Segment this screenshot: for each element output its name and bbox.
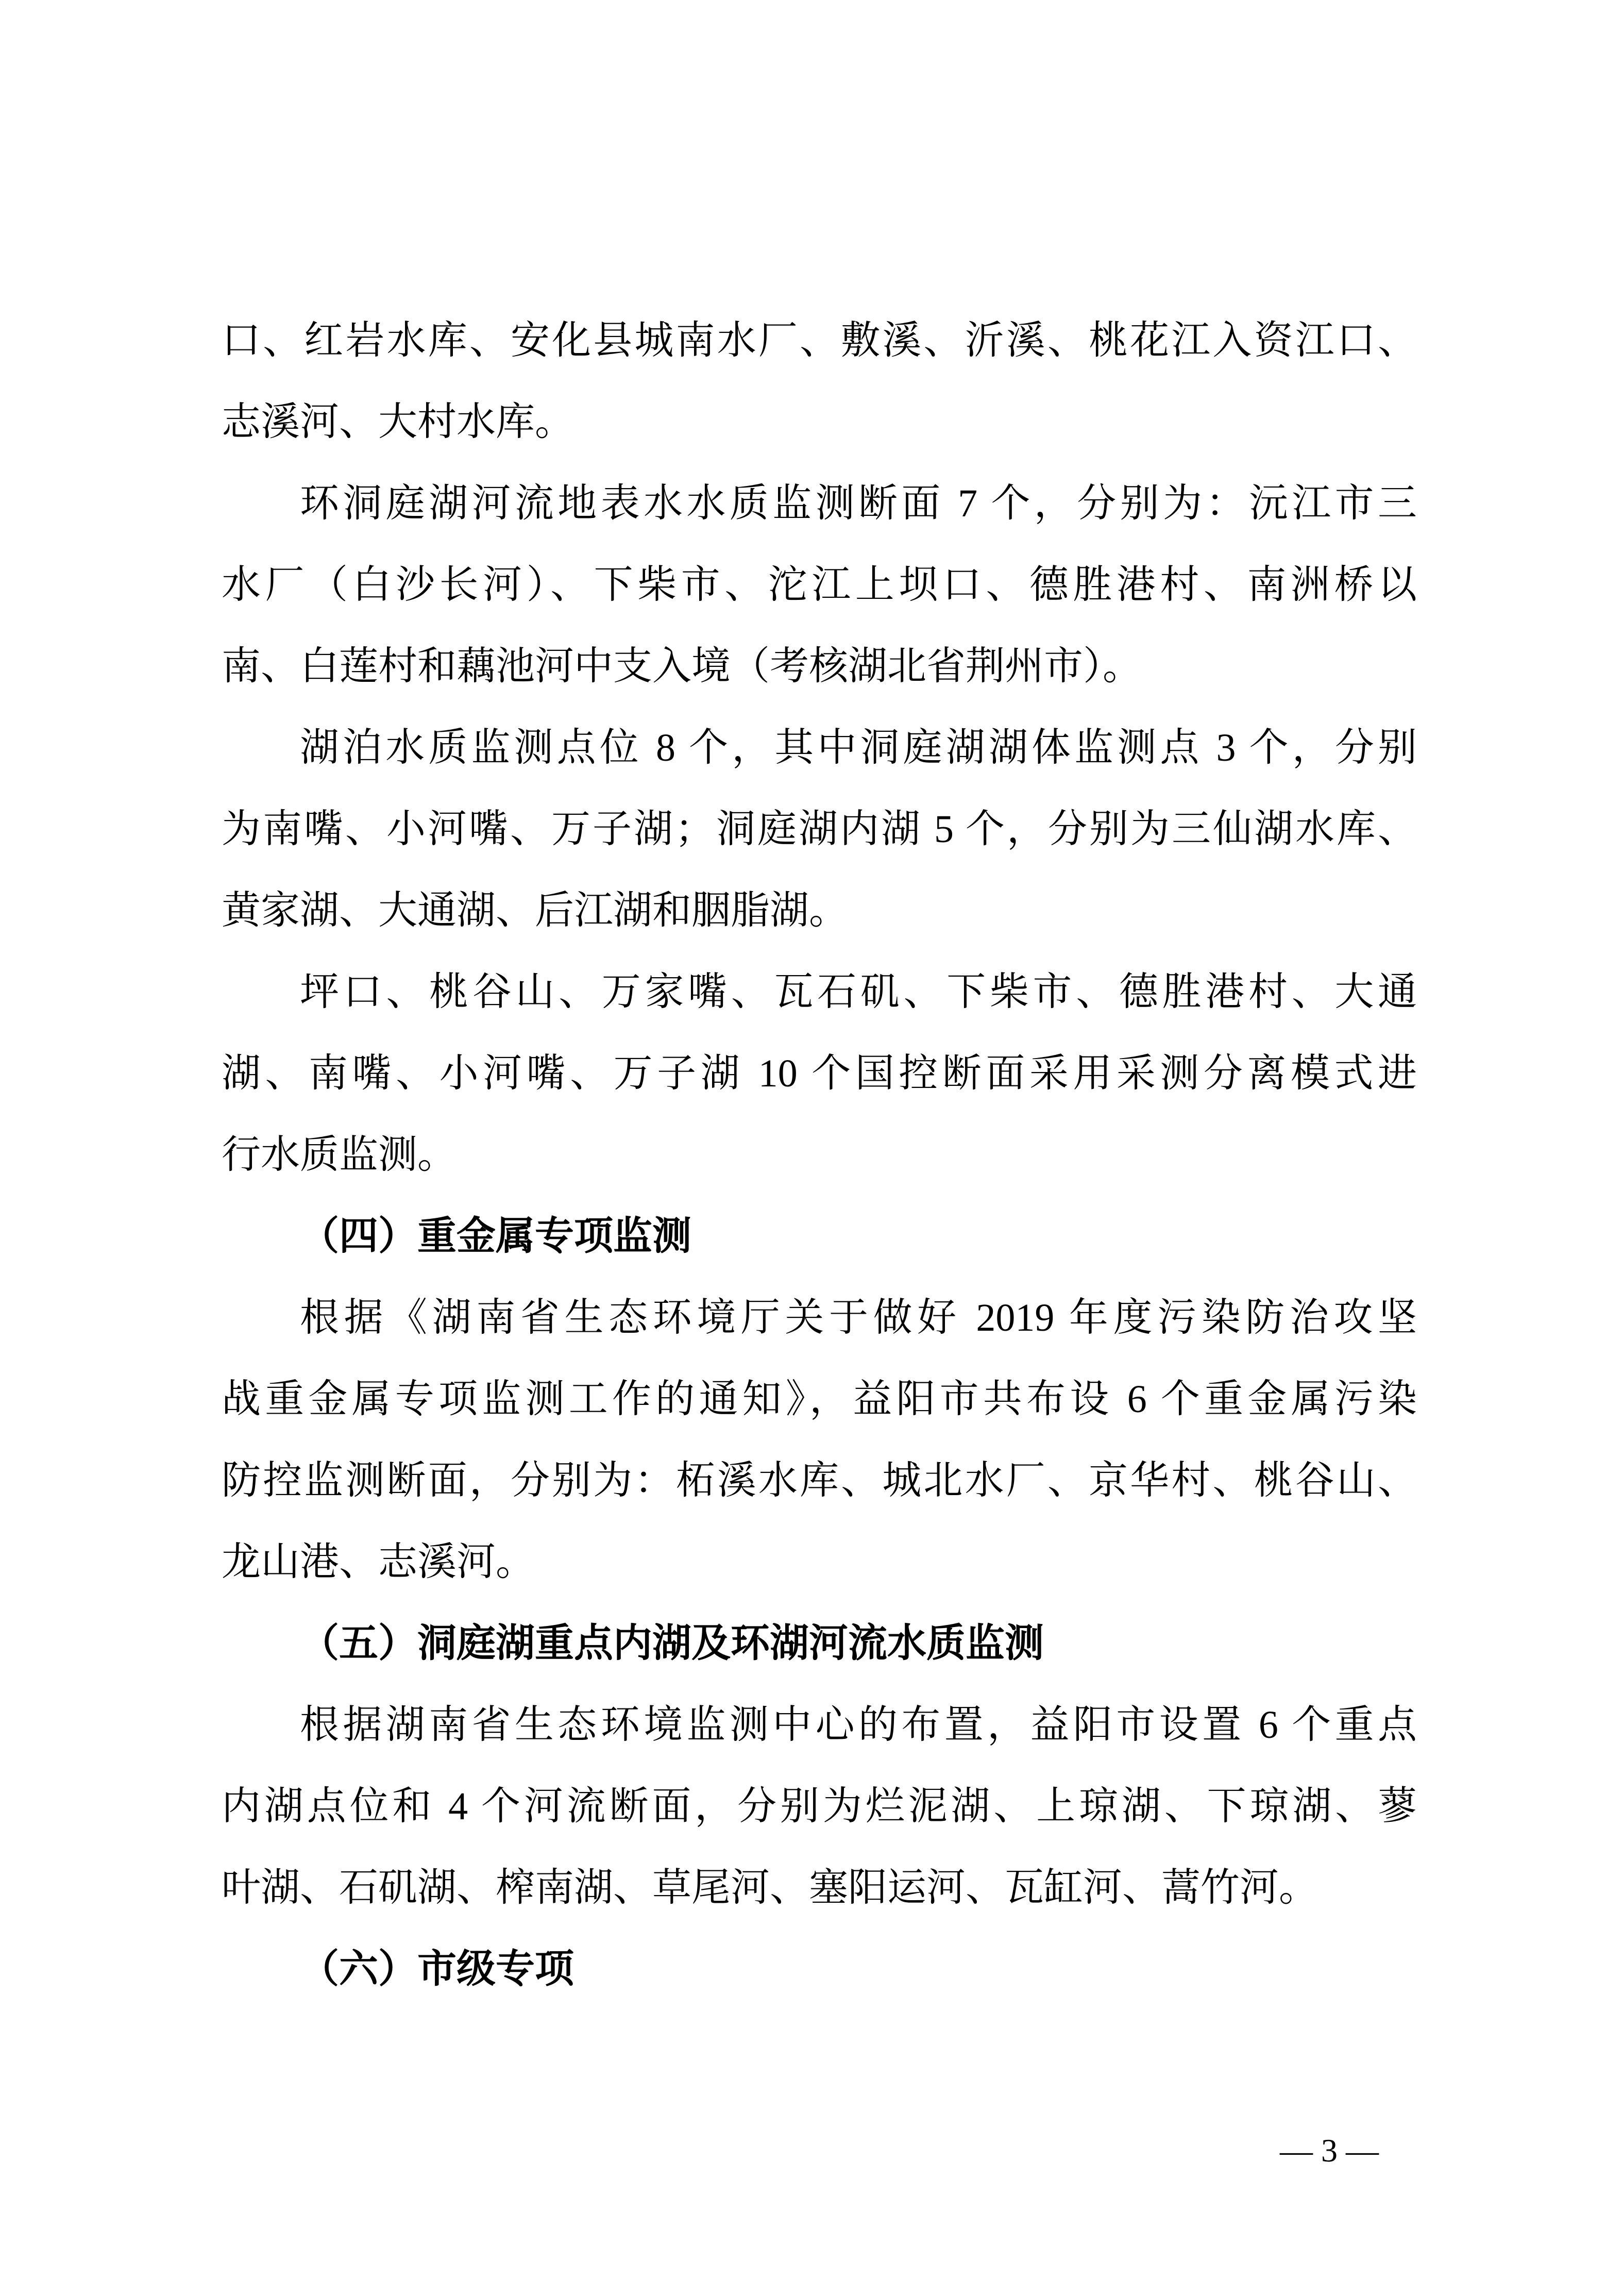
- paragraph: [222, 300, 1417, 463]
- page-number: — 3 —: [1280, 2132, 1379, 2169]
- text-line: 环洞庭湖河流地表水水质监测断面 7 个，分别为：沅江市三: [300, 482, 1417, 525]
- text-line: 坪口、桃谷山、万家嘴、瓦石矶、下柴市、德胜港村、大通: [300, 970, 1417, 1014]
- section-heading: （六）市级专项: [300, 1948, 574, 1991]
- text-line: 湖泊水质监测点位 8 个，其中洞庭湖湖体监测点 3 个，分别: [300, 726, 1417, 769]
- section-heading-block: [222, 1603, 1417, 1684]
- text-line: 叶湖、石矶湖、榨南湖、草尾河、塞阳运河、瓦缸河、蒿竹河。: [222, 1866, 1318, 1909]
- text-line: 口、红岩水库、安化县城南水厂、敷溪、沂溪、桃花江入资江口、: [222, 319, 1417, 362]
- text-line: 志溪河、大村水库。: [222, 400, 574, 444]
- text-line: 根据《湖南省生态环境厅关于做好 2019 年度污染防治攻坚: [300, 1296, 1417, 1339]
- paragraph: [222, 463, 1417, 707]
- text-line: 湖、南嘴、小河嘴、万子湖 10 个国控断面采用采测分离模式进: [222, 1052, 1417, 1095]
- text-line: 龙山港、志溪河。: [222, 1540, 535, 1584]
- text-line: 内湖点位和 4 个河流断面，分别为烂泥湖、上琼湖、下琼湖、蓼: [222, 1785, 1417, 1828]
- section-heading-block: [222, 1929, 1417, 2010]
- text-line: 为南嘴、小河嘴、万子湖；洞庭湖内湖 5 个，分别为三仙湖水库、: [222, 808, 1417, 851]
- text-line: 行水质监测。: [222, 1133, 457, 1177]
- paragraph: [222, 1684, 1417, 1929]
- paragraph: [222, 707, 1417, 951]
- text-line: 黄家湖、大通湖、后江湖和胭脂湖。: [222, 889, 848, 932]
- text-line: 水厂（白沙长河）、下柴市、沱江上坝口、德胜港村、南洲桥以: [222, 563, 1417, 607]
- section-heading: （五）洞庭湖重点内湖及环湖河流水质监测: [300, 1622, 1044, 1665]
- document-text-area: [222, 300, 1417, 2010]
- text-line: 防控监测断面，分别为：柘溪水库、城北水厂、京华村、桃谷山、: [222, 1459, 1417, 1502]
- text-line: 根据湖南省生态环境监测中心的布置，益阳市设置 6 个重点: [300, 1703, 1417, 1747]
- paragraph: [222, 1277, 1417, 1603]
- section-heading: （四）重金属专项监测: [300, 1215, 691, 1258]
- paragraph: [222, 951, 1417, 1196]
- text-line: 战重金属专项监测工作的通知》，益阳市共布设 6 个重金属污染: [222, 1378, 1417, 1421]
- text-line: 南、白莲村和藕池河中支入境（考核湖北省荆州市）。: [222, 645, 1142, 688]
- section-heading-block: [222, 1196, 1417, 1277]
